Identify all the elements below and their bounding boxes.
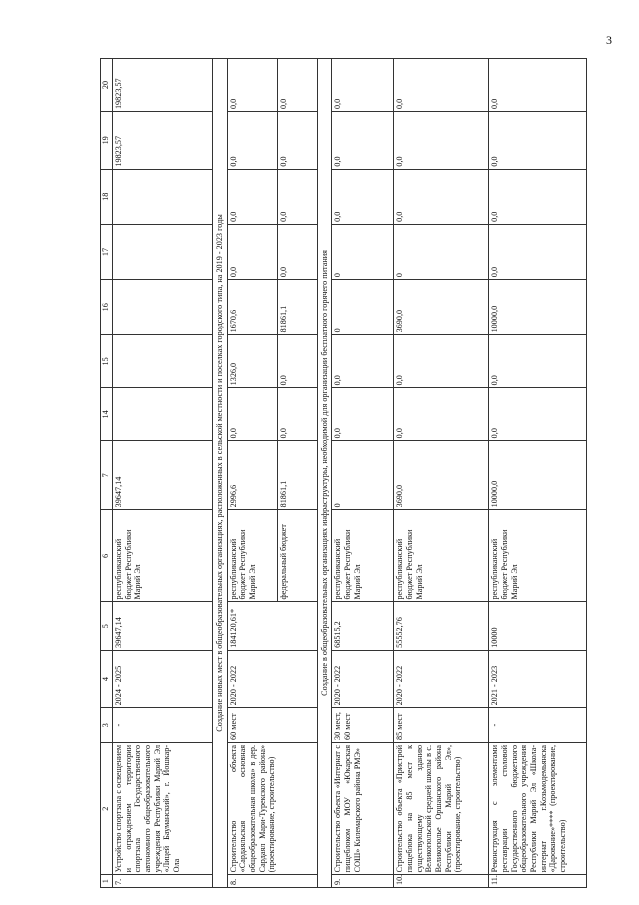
value-cell: 0,0: [227, 112, 277, 170]
value-cell: 81861,1: [277, 280, 317, 335]
header-cell: 2: [101, 742, 113, 874]
funding-source: федеральный бюджет: [277, 510, 317, 602]
header-cell: 6: [101, 510, 113, 602]
value-cell: 0,0: [227, 388, 277, 441]
value-cell: [113, 388, 213, 441]
page-number: 3: [606, 33, 612, 47]
header-cell: 1: [101, 875, 113, 888]
value-cell: 0: [394, 224, 489, 279]
value-cell: 81861,1: [277, 441, 317, 510]
total-cost: 55552,76: [394, 602, 489, 650]
table-row: [332, 59, 394, 888]
value-cell: 0,0: [489, 112, 587, 170]
value-cell: 0: [332, 224, 394, 279]
value-cell: 0,0: [277, 335, 317, 388]
value-cell: 0,0: [332, 112, 394, 170]
value-cell: 1326,0: [227, 335, 277, 388]
header-row: [101, 59, 113, 888]
investment-table: [100, 58, 587, 888]
value-cell: 0,0: [489, 224, 587, 279]
object-name: Реконструкция с элементами реставрации столовой Государственного бюджетного общеобразовательного учреждения Республики Марий Эл «Школа-интернат г.Козьмодемьянска «Дарование»**** (проектирование, строительство): [489, 742, 587, 874]
value-cell: 0,0: [277, 224, 317, 279]
table-row: [227, 59, 277, 888]
header-cell: 7: [101, 441, 113, 510]
funding-source: республиканский бюджет Республики Марий Эл: [332, 510, 394, 602]
value-cell: 0,0: [332, 335, 394, 388]
value-cell: 19823,57: [113, 112, 213, 170]
value-cell: 0,0: [227, 59, 277, 112]
value-cell: 0,0: [332, 169, 394, 224]
object-name: Устройство спортзала с освещением и ограждением территории спортзала Государственного автономного общеобразовательного учреждения Республики Марий Эл «Лицей Бауманский», г. Йошкар-Ола: [113, 742, 213, 874]
value-cell: 3690,0: [394, 441, 489, 510]
value-cell: 10000,0: [489, 441, 587, 510]
value-cell: 0,0: [277, 59, 317, 112]
funding-source: республиканский бюджет Республики Марий Эл: [394, 510, 489, 602]
value-cell: [113, 280, 213, 335]
header-cell: 4: [101, 650, 113, 708]
value-cell: [113, 224, 213, 279]
value-cell: 0: [332, 280, 394, 335]
funding-source: республиканский бюджет Республики Марий Эл: [489, 510, 587, 602]
total-cost: 39647,14: [113, 602, 213, 650]
header-cell: 20: [101, 59, 113, 112]
capacity: -: [113, 708, 213, 743]
capacity: 85 мест: [394, 708, 489, 743]
period: 2024 - 2025: [113, 650, 213, 708]
row-number: 10.: [394, 875, 489, 888]
table-row: [489, 59, 587, 888]
value-cell: 0,0: [394, 335, 489, 388]
value-cell: 0,0: [277, 388, 317, 441]
value-cell: 0,0: [489, 388, 587, 441]
value-cell: 0,0: [394, 112, 489, 170]
value-cell: 0,0: [227, 224, 277, 279]
value-cell: 0: [332, 441, 394, 510]
total-cost: 10000: [489, 602, 587, 650]
header-cell: 14: [101, 388, 113, 441]
value-cell: 0,0: [227, 169, 277, 224]
value-cell: 0,0: [332, 59, 394, 112]
section-title: Создание новых мест в общеобразовательных организациях, расположенных в сельской местности и поселках городского типа, на 2019 - 2023 годы: [213, 59, 228, 888]
value-cell: 0,0: [489, 59, 587, 112]
value-cell: 2996,6: [227, 441, 277, 510]
period: 2020 - 2022: [394, 650, 489, 708]
value-cell: 0,0: [277, 112, 317, 170]
row-number: 9.: [332, 875, 394, 888]
header-cell: 5: [101, 602, 113, 650]
capacity: 30 мест, 60 мест: [332, 708, 394, 743]
header-cell: 18: [101, 169, 113, 224]
object-name: Строительство объекта «Пристрой пищеблока на 85 мест к существующему зданию Великопольской средней школы в с. Великополье Оршанского района Республики Марий Эл», (проектирование, строительство): [394, 742, 489, 874]
total-cost: 184120,61*: [227, 602, 317, 650]
value-cell: 0,0: [394, 59, 489, 112]
value-cell: 0,0: [489, 335, 587, 388]
capacity: 60 мест: [227, 708, 317, 743]
value-cell: 0,0: [394, 169, 489, 224]
section-title: Создание в общеобразовательных организациях инфраструктуры, необходимой для организации бесплатного горячего питания: [317, 59, 332, 888]
row-number: 8.: [227, 875, 317, 888]
capacity: -: [489, 708, 587, 743]
total-cost: 68515,2: [332, 602, 394, 650]
value-cell: 19823,57: [113, 59, 213, 112]
value-cell: 3690,0: [394, 280, 489, 335]
object-name: Строительство объекта «Интернат с пищеблоком МОУ «Юкарская СОШ» Килемарского района РМЭ»: [332, 742, 394, 874]
value-cell: [113, 169, 213, 224]
table-row: [394, 59, 489, 888]
header-cell: 17: [101, 224, 113, 279]
value-cell: 39647,14: [113, 441, 213, 510]
rotated-table-sheet: [100, 58, 580, 888]
period: 2021 - 2023: [489, 650, 587, 708]
header-cell: 16: [101, 280, 113, 335]
value-cell: 10000,0: [489, 280, 587, 335]
row-number: 7.: [113, 875, 213, 888]
value-cell: 0,0: [489, 169, 587, 224]
value-cell: [113, 335, 213, 388]
row-number: 11.: [489, 875, 587, 888]
header-cell: 15: [101, 335, 113, 388]
period: 2020 - 2022: [227, 650, 317, 708]
value-cell: 0,0: [394, 388, 489, 441]
value-cell: 0,0: [332, 388, 394, 441]
section-row: [317, 59, 332, 888]
table-row: [113, 59, 213, 888]
value-cell: 0,0: [277, 169, 317, 224]
object-name: Строительство объекта «Сардаяльская основная общеобразовательная школа» в дер. Сардаял Мари-Турекского района» (проектирование, строительство): [227, 742, 317, 874]
value-cell: 1670,6: [227, 280, 277, 335]
funding-source: республиканский бюджет Республики Марий Эл: [113, 510, 213, 602]
funding-source: республиканский бюджет Республики Марий Эл: [227, 510, 277, 602]
header-cell: 3: [101, 708, 113, 743]
section-row: [213, 59, 228, 888]
header-cell: 19: [101, 112, 113, 170]
period: 2020 - 2022: [332, 650, 394, 708]
